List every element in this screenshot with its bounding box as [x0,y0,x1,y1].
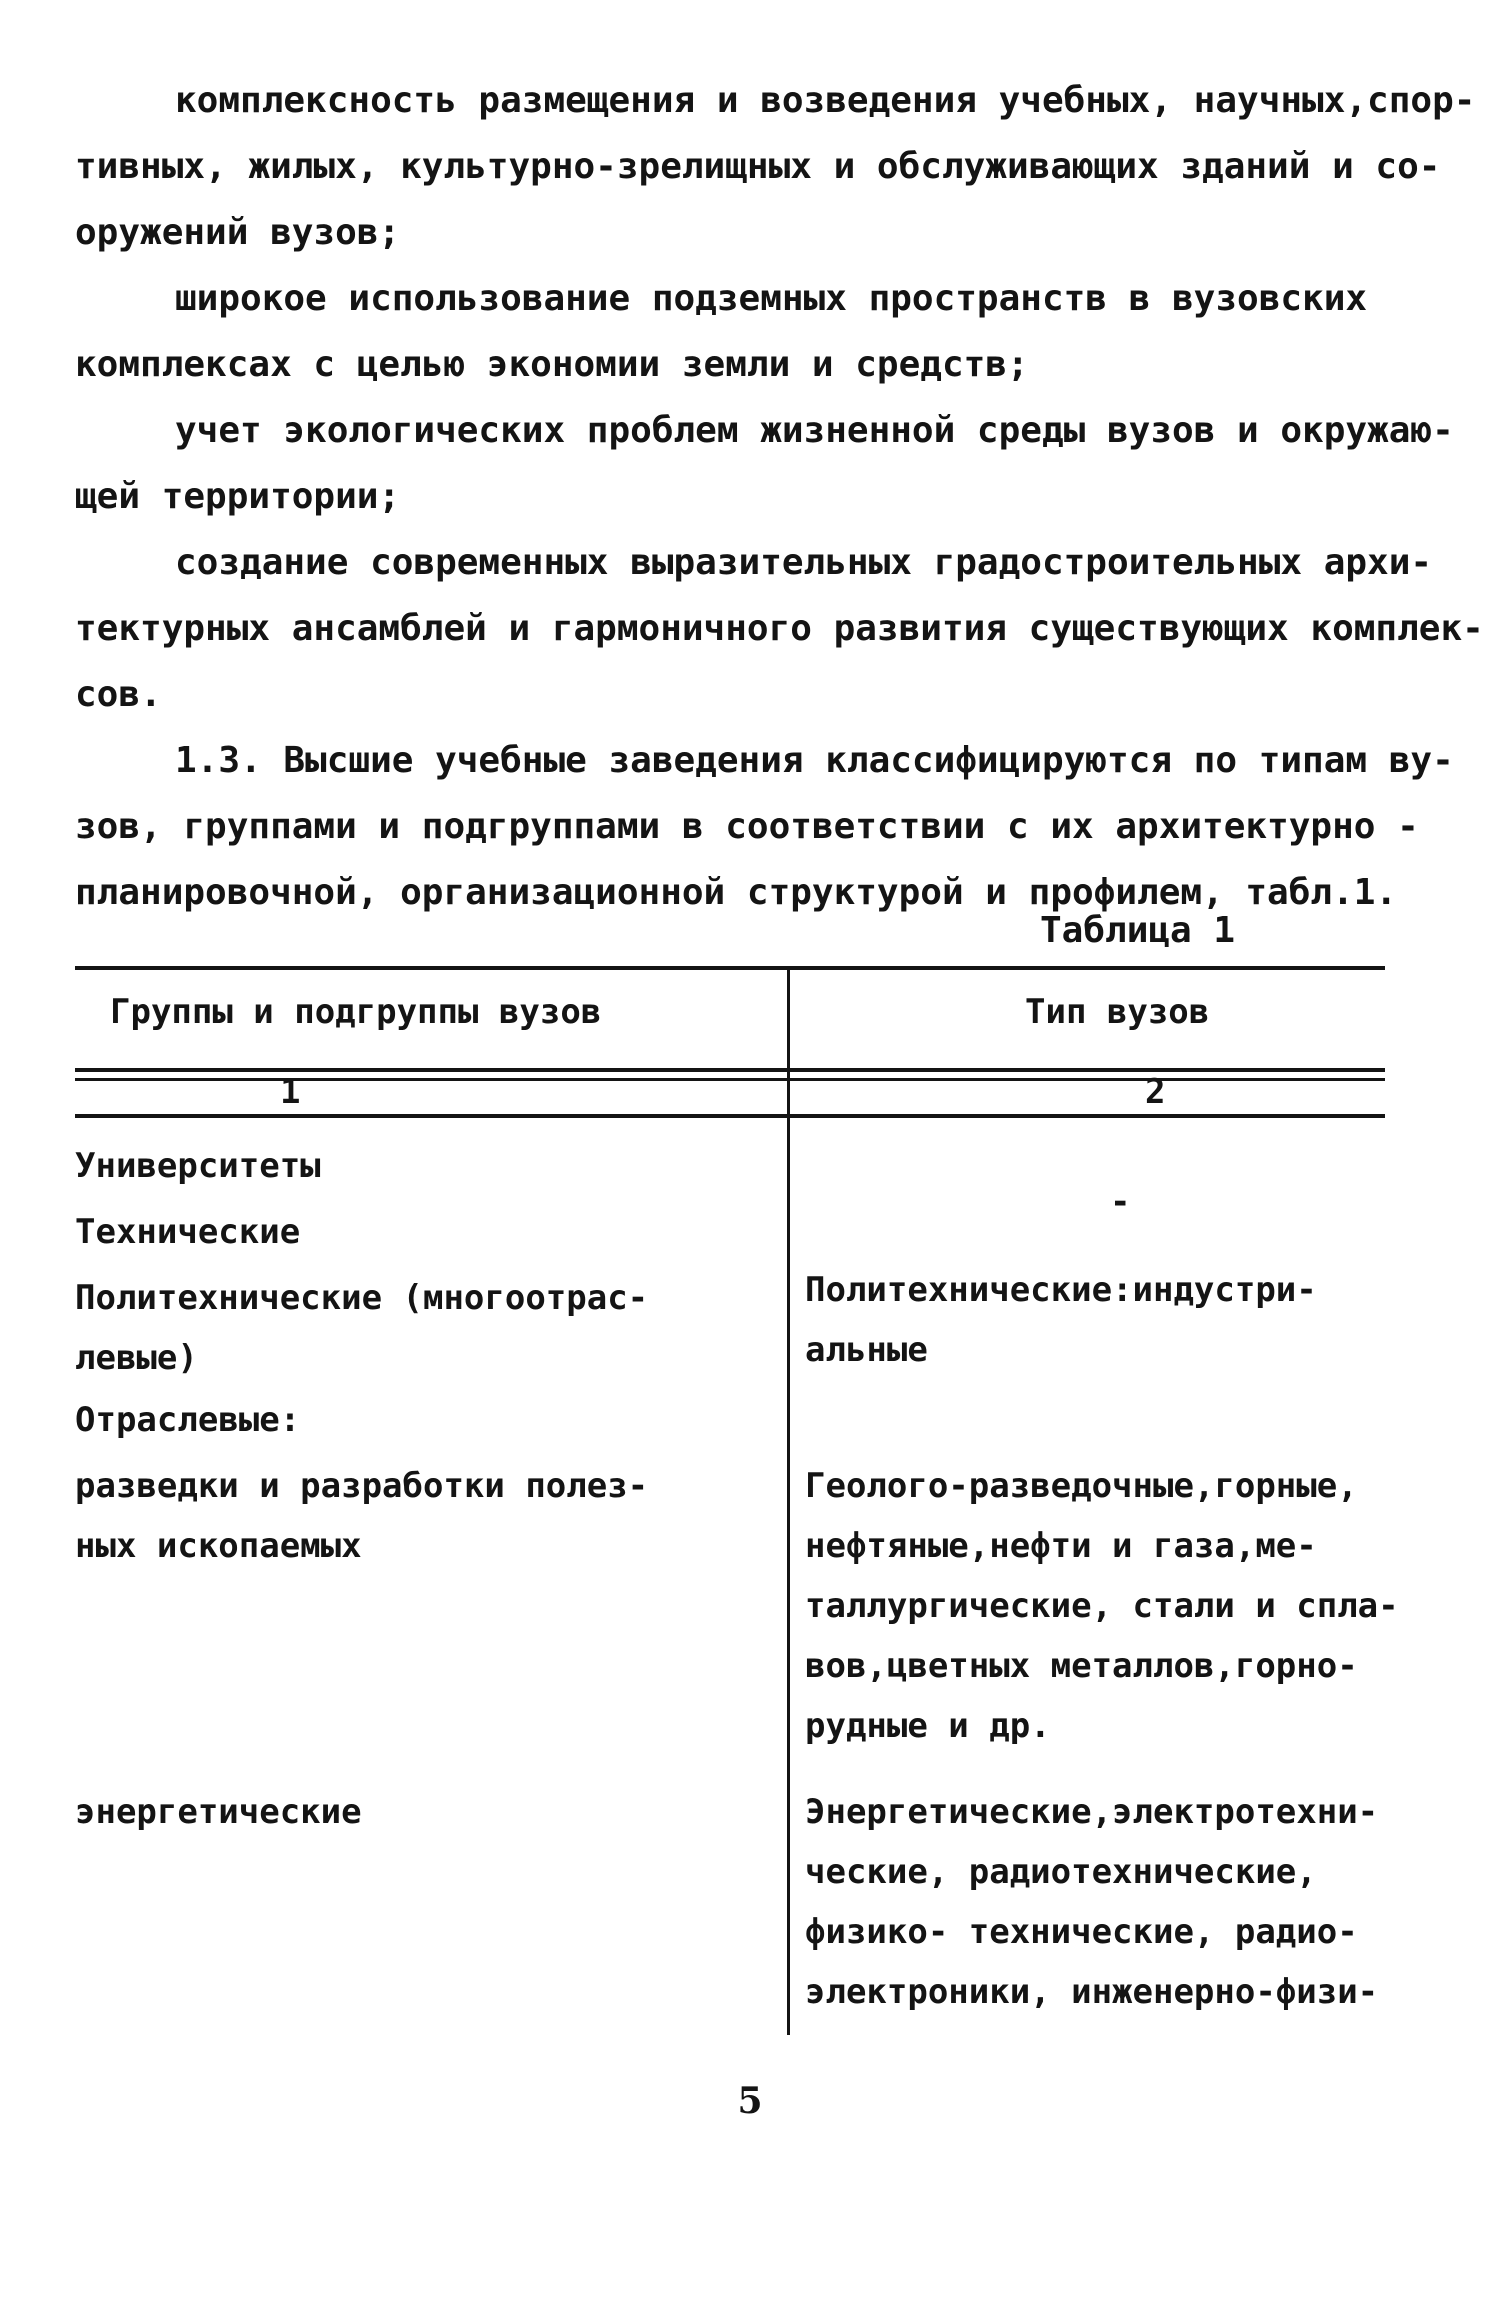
text-line: планировочной, организационной структурой и профилем, табл.1. [75,872,1398,913]
cell-line: электроники, инженерно-физи- [805,1972,1379,2012]
row-technical-type [1110,1172,1130,1232]
cell-line: физико- технические, радио- [805,1912,1358,1952]
header-bottom-rule-double [75,1078,1385,1081]
text-line: 1.3. Высшие учебные заведения классифицируются по типам ву- [175,740,1454,781]
cell-line: ческие, радиотехнические, [805,1852,1317,1892]
cell-line: вов,цветных металлов,горно- [805,1646,1358,1686]
cell-line: Политехнические (многоотрас- [75,1278,649,1318]
row-polytechnic-groups [75,1268,648,1388]
column-number-2: 2 [1145,1072,1166,1112]
header-type: Тип вузов [1025,992,1210,1032]
column-number-1: 1 [280,1072,301,1112]
text-line: учет экологических проблем жизненной среды вузов и окружаю- [175,410,1454,451]
text-line: сов. [75,674,162,715]
header-groups: Группы и подгруппы вузов [110,992,602,1032]
cell-line: разведки и разработки полез- [75,1466,649,1506]
row-energy-type [805,1782,1378,2022]
paragraph-classification [75,728,1454,926]
row-mining-type [805,1456,1399,1756]
page-number: 5 [737,2080,763,2122]
header-bottom-rule [75,1068,1385,1072]
numbers-bottom-rule [75,1114,1385,1118]
text-line: широкое использование подземных пространств в вузовских [175,278,1368,319]
paragraph-ensembles [75,530,1484,728]
text-line: комплексах с целью экономии земли и средств; [75,344,1029,385]
cell-line: Технические [75,1212,301,1252]
row-universities-groups [75,1136,321,1196]
row-energy-groups [75,1782,362,1842]
row-mining-groups [75,1456,648,1576]
cell-line: Политехнические:индустри- [805,1270,1317,1310]
row-polytechnic-type [805,1260,1317,1380]
cell-line: - [1110,1182,1131,1222]
cell-line: альные [805,1330,928,1370]
text-line: тивных, жилых, культурно-зрелищных и обслуживающих зданий и со- [75,146,1441,187]
text-line: оружений вузов; [75,212,401,253]
cell-line: левые) [75,1338,198,1378]
text-line: создание современных выразительных градостроительных архи- [175,542,1433,583]
paragraph-underground-spaces [75,266,1395,398]
cell-line: нефтяные,нефти и газа,ме- [805,1526,1317,1566]
table-caption: Таблица 1 [1040,910,1236,951]
text-line: щей территории; [75,476,401,517]
cell-line: Энергетические,электротехни- [805,1792,1379,1832]
cell-line: Университеты [75,1146,321,1186]
text-line: тектурных ансамблей и гармоничного развития существующих комплек- [75,608,1484,649]
text-line: зов, группами и подгруппами в соответствии с их архитектурно - [75,806,1419,847]
paragraph-complex-placement [75,68,1476,266]
row-sectoral-groups [75,1390,300,1450]
cell-line: Геолого-разведочные,горные, [805,1466,1358,1506]
paragraph-ecology [75,398,1454,530]
table-top-rule [75,966,1385,970]
cell-line: рудные и др. [805,1706,1051,1746]
cell-line: ных ископаемых [75,1526,362,1566]
column-divider [787,970,790,2035]
cell-line: таллургические, стали и спла- [805,1586,1399,1626]
text-line: комплексность размещения и возведения учебных, научных,спор- [175,80,1476,121]
cell-line: Отраслевые: [75,1400,301,1440]
row-technical-groups [75,1202,300,1262]
cell-line: энергетические [75,1792,362,1832]
